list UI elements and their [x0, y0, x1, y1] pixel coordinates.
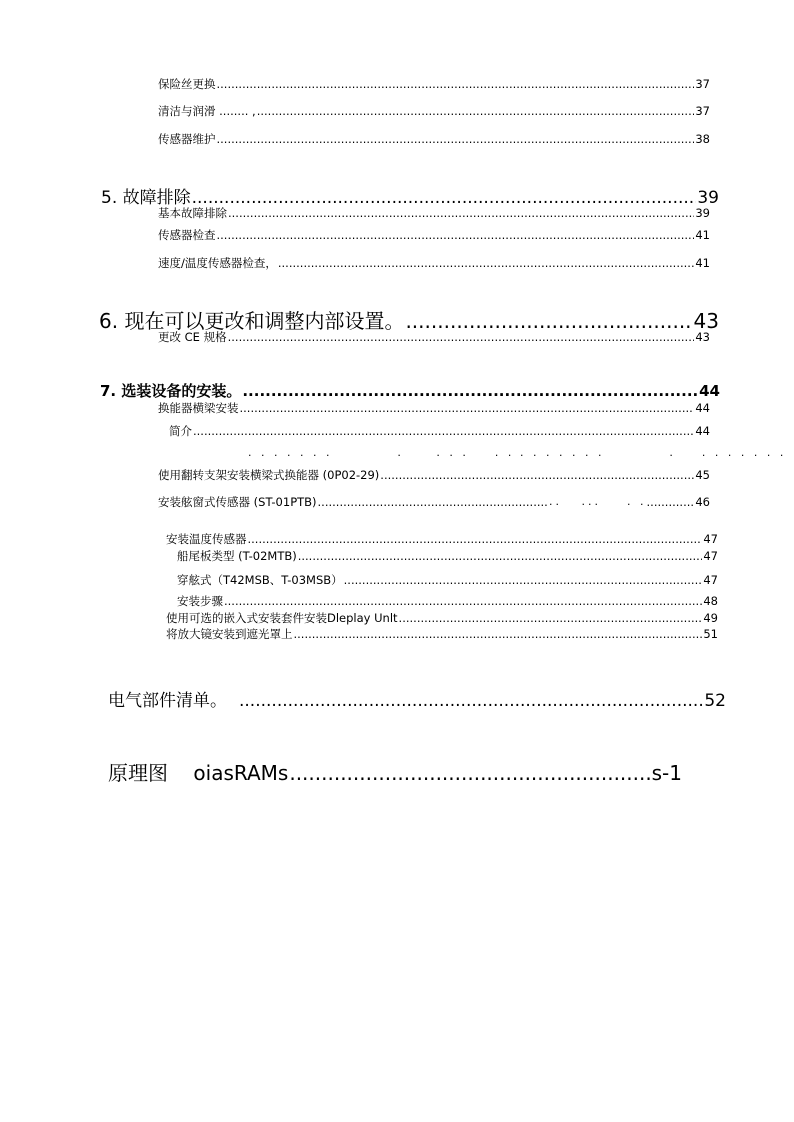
dot-leader	[399, 611, 703, 625]
toc-entry-label: 使用可选的嵌入式安装套件安装Dleplay Unlt	[166, 611, 398, 625]
toc-entry-label: 基本故障排除	[158, 206, 227, 220]
toc-entry-label: 安装温度传感器	[166, 532, 247, 546]
toc-entry-label: 传感器检查	[158, 228, 216, 242]
toc-entry-transducer-beam[interactable]	[158, 400, 710, 416]
toc-entry-label: 穿舷式（T42MSB、T-03MSB）	[177, 573, 343, 587]
toc-entry-label: 使用翻转支架安装横梁式换能器 (0P02-29)	[158, 468, 380, 482]
toc-entry-label: 更改 CE 规格	[158, 330, 227, 344]
toc-entry-label: 简介	[169, 424, 192, 438]
dot-leader	[228, 330, 695, 344]
toc-entry-flip-bracket[interactable]	[158, 467, 710, 483]
toc-chapter-title: 原理图 oiasRAMs	[108, 761, 289, 785]
dot-leader	[298, 549, 703, 563]
dot-leader	[294, 627, 703, 641]
toc-page-number: s-1	[651, 761, 682, 785]
toc-page-number: 38	[695, 132, 710, 146]
toc-chapter-title: 7. 选装设备的安装。	[100, 382, 242, 400]
toc-entry-thru-hull[interactable]	[177, 572, 718, 588]
toc-entry-label: 传感器维护	[158, 132, 216, 146]
toc-page-number: 47	[703, 532, 718, 546]
dot-leader	[278, 256, 694, 270]
toc-entry-sensor-maintenance[interactable]	[158, 131, 710, 147]
toc-entry-flush-mount[interactable]	[166, 610, 718, 626]
toc-page-number: 48	[703, 594, 718, 608]
stray-dots: . . . . . . . . . . . . .	[248, 446, 515, 459]
toc-entry-intro[interactable]	[169, 423, 710, 439]
toc-entry-magnifier[interactable]	[166, 626, 718, 642]
dot-leader	[217, 228, 695, 242]
toc-parts-list[interactable]	[108, 686, 726, 711]
dot-leader	[242, 382, 698, 400]
stray-dots: . . . . . . . . . . . . . . .	[520, 446, 787, 459]
toc-entry-label: 将放大镜安装到遮光罩上	[166, 627, 293, 641]
toc-page-number: 44	[695, 401, 710, 415]
toc-chapter-title: 6. 现在可以更改和调整内部设置。	[99, 309, 405, 333]
dot-leader	[257, 104, 695, 118]
toc-page-number: 43	[695, 330, 710, 344]
toc-page-number: 46	[695, 495, 710, 509]
dot-leader	[217, 77, 695, 91]
toc-page-number: 37	[695, 104, 710, 118]
toc-page-number: 41	[695, 256, 710, 270]
toc-page-number: 44	[695, 424, 710, 438]
toc-entry-cleaning[interactable]	[158, 103, 710, 119]
toc-page-number: 37	[695, 77, 710, 91]
dot-leader	[193, 424, 694, 438]
toc-page-number: 43	[693, 309, 719, 333]
toc-entry-label: 安装步骤	[177, 594, 223, 608]
toc-entry-sensor-check[interactable]	[158, 227, 710, 243]
toc-page-number: 45	[695, 468, 710, 482]
toc-entry-label: 船尾板类型 (T-02MTB)	[177, 549, 297, 563]
dot-leader	[380, 468, 694, 482]
toc-chapter-7[interactable]	[100, 380, 720, 401]
dot-leader	[239, 691, 703, 711]
toc-page-number: 49	[703, 611, 718, 625]
toc-schematics[interactable]	[108, 757, 682, 786]
toc-entry-basic-troubleshooting[interactable]	[158, 205, 710, 221]
dot-leader	[217, 132, 695, 146]
toc-entry-label: 清洁与润滑 ........ ,	[158, 104, 256, 118]
toc-page-number: 52	[704, 691, 726, 711]
toc-page-number: 51	[703, 627, 718, 641]
stray-dots: .. ... . .	[549, 495, 647, 508]
toc-entry-label: 保险丝更换	[158, 77, 216, 91]
toc-entry-speed-temp-check[interactable]	[158, 255, 710, 271]
dot-leader	[240, 401, 695, 415]
toc-entry-change-ce[interactable]	[158, 329, 710, 345]
toc-entry-install-steps[interactable]	[177, 593, 718, 609]
dot-leader	[248, 532, 703, 546]
toc-entry-fuse[interactable]	[158, 76, 710, 92]
toc-entry-label: 换能器横梁安装	[158, 401, 239, 415]
toc-chapter-title: 5. 故障排除	[101, 188, 191, 208]
toc-page-number: 47	[703, 549, 718, 563]
toc-chapter-title: 电气部件清单。	[108, 691, 227, 711]
dot-leader	[224, 594, 702, 608]
toc-page-number: 47	[703, 573, 718, 587]
toc-page-number: 39	[695, 206, 710, 220]
toc-entry-label: 速度/温度传感器检查，	[158, 256, 277, 270]
dot-leader	[289, 761, 650, 785]
dot-leader	[344, 573, 703, 587]
toc-page-number: 39	[697, 188, 719, 208]
toc-entry-label: 安装舷窗式传感器 (ST-01PTB)	[158, 495, 317, 509]
toc-entry-temp-sensor[interactable]	[166, 531, 718, 547]
dot-leader	[228, 206, 694, 220]
toc-entry-transom-type[interactable]	[177, 548, 718, 564]
toc-page-number: 44	[699, 382, 720, 400]
toc-page-number: 41	[695, 228, 710, 242]
